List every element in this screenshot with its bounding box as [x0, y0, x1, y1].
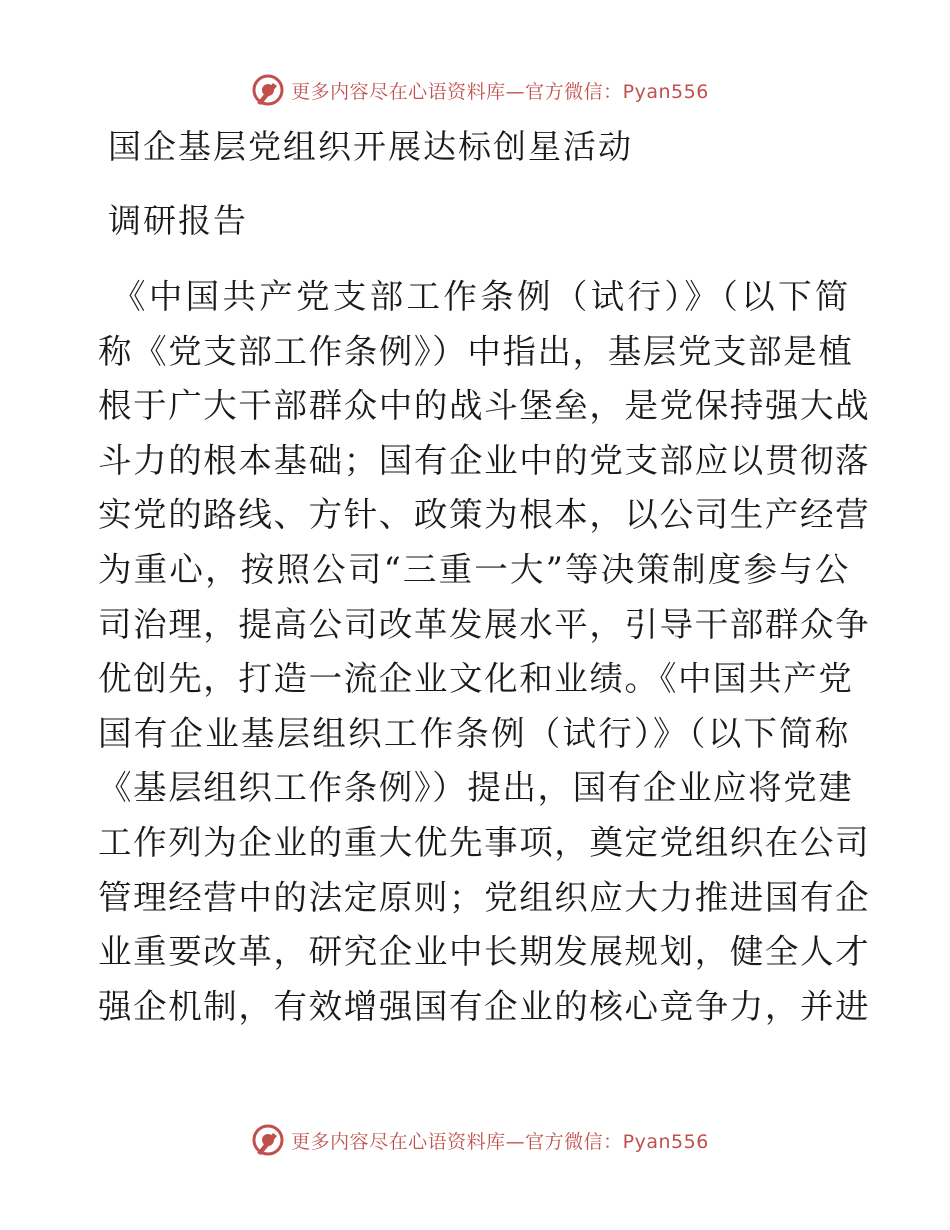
document-title-line-2: 调研报告 [108, 201, 248, 240]
body-line: 实党的路线、方针、政策为根本，以公司生产经营 [98, 495, 871, 535]
footer-banner [0, 1118, 950, 1162]
banner-main-text: 更多内容尽在心语资料库 [291, 1130, 506, 1153]
banner-contact-text: 官方微信：Pyan556 [525, 1130, 709, 1153]
body-line: 强企机制，有效增强国有企业的核心竞争力，并进 [98, 986, 871, 1026]
pen-logo-icon [251, 73, 285, 107]
body-line: 斗力的根本基础；国有企业中的党支部应以贯彻落 [98, 440, 871, 480]
body-line: 《基层组织工作条例》）提出，国有企业应将党建 [98, 768, 854, 808]
body-line: 业重要改革，研究企业中长期发展规划，健全人才 [98, 932, 871, 972]
banner-separator: — [505, 80, 526, 103]
banner-contact-text: 官方微信：Pyan556 [525, 80, 709, 103]
body-line: 优创先，打造一流企业文化和业绩。《中国共产党 [98, 659, 854, 699]
banner-main-text: 更多内容尽在心语资料库 [291, 80, 506, 103]
body-line: 为重心，按照公司“三重一大”等决策制度参与公 [98, 549, 850, 589]
body-line: 国有企业基层组织工作条例（试行）》（以下简称 [98, 713, 850, 753]
body-line: 管理经营中的法定原则；党组织应大力推进国有企 [98, 877, 871, 917]
document-body-paragraph [98, 270, 871, 1034]
body-line: 称《党支部工作条例》）中指出，基层党支部是植 [98, 331, 854, 371]
pen-logo-icon [251, 1123, 285, 1157]
document-title-line-1: 国企基层党组织开展达标创星活动 [108, 127, 633, 166]
banner-text [291, 1127, 709, 1154]
header-banner [0, 68, 950, 112]
body-line: 司治理，提高公司改革发展水平，引导干部群众争 [98, 604, 871, 644]
body-line: 根于广大干部群众中的战斗堡垒，是党保持强大战 [98, 386, 871, 426]
banner-text [291, 77, 709, 104]
body-line: 《中国共产党支部工作条例（试行）》（以下简 [112, 277, 850, 316]
body-line: 工作列为企业的重大优先事项，奠定党组织在公司 [98, 822, 871, 862]
banner-separator: — [505, 1130, 526, 1153]
